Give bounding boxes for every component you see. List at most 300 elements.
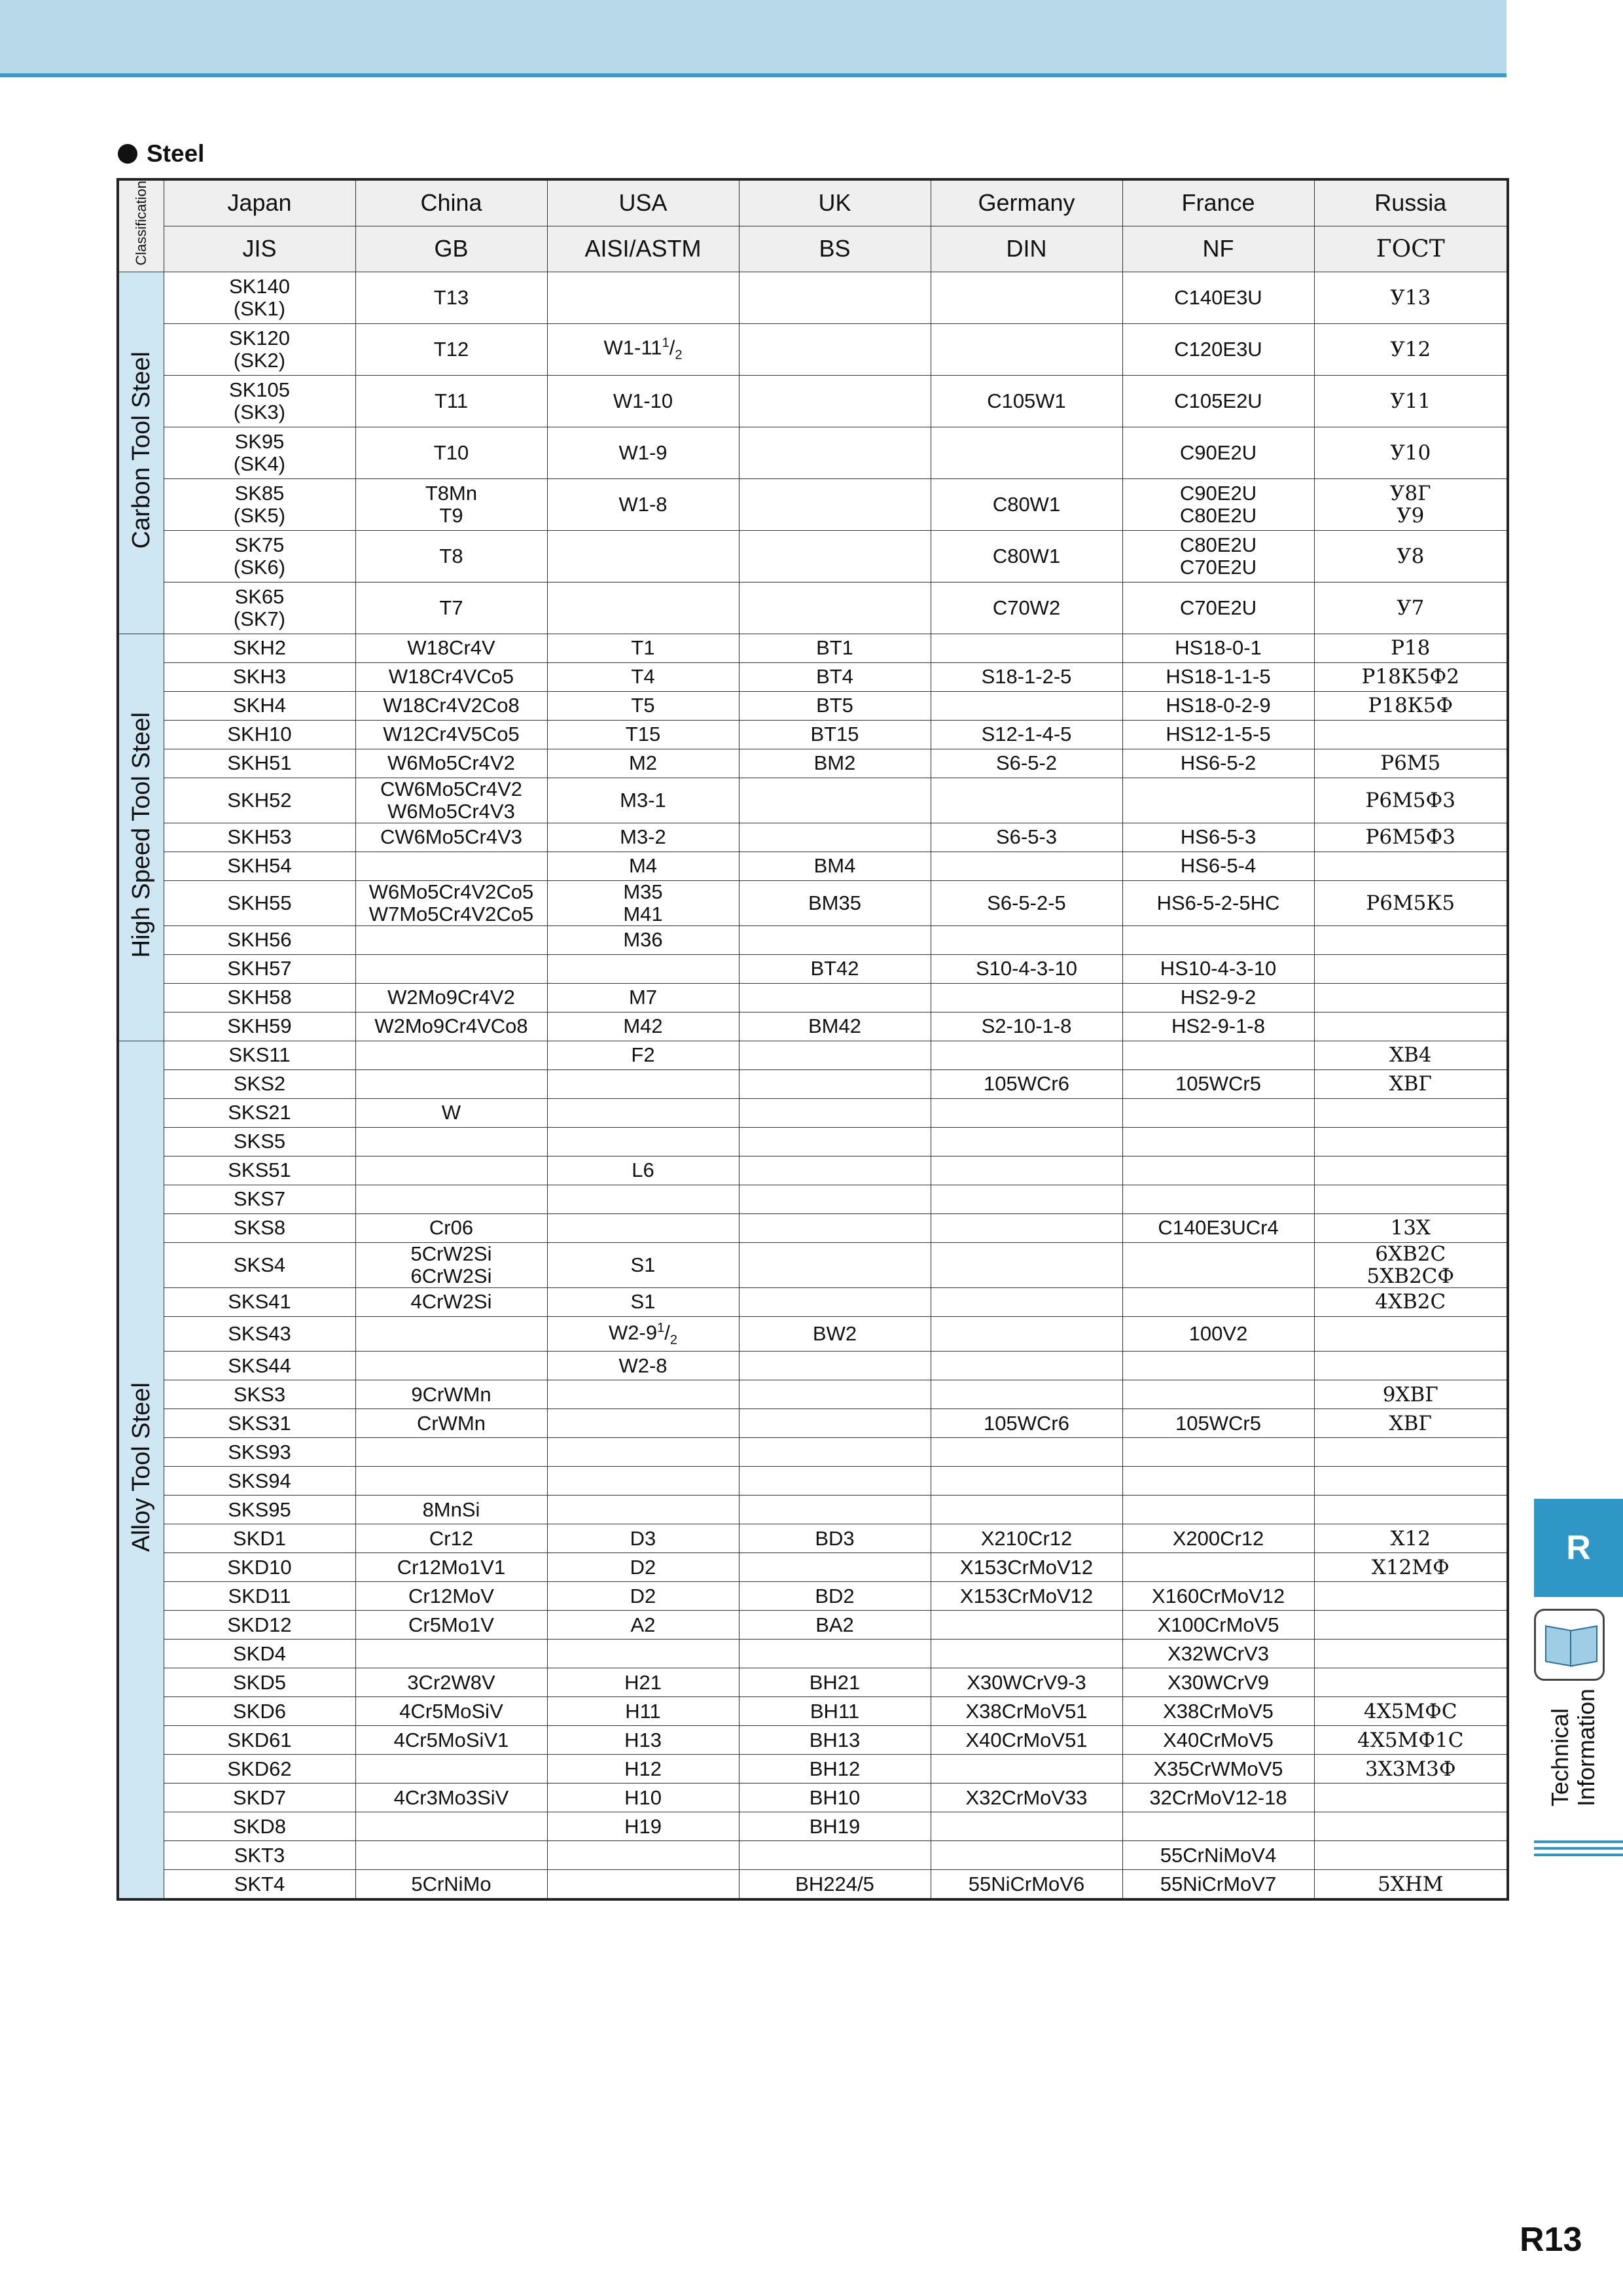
standard-header: ГОСТ (1314, 226, 1508, 272)
standard-header: NF (1122, 226, 1314, 272)
table-cell (164, 1242, 355, 1287)
cell-text: SKH59 (227, 1014, 292, 1038)
table-cell (1122, 778, 1314, 823)
table-cell (1314, 1213, 1508, 1242)
table-cell (931, 983, 1122, 1012)
cell-text: C70E2U (1179, 555, 1257, 579)
table-cell (164, 1755, 355, 1784)
cell-text: SKH55 (227, 891, 292, 914)
table-cell (1122, 1812, 1314, 1841)
table-cell (547, 1784, 739, 1812)
classification-group (118, 272, 164, 634)
cell-text: У10 (1390, 440, 1431, 465)
cell-text: W12Cr4V5Co5 (383, 723, 520, 746)
table-cell (355, 323, 547, 375)
cell-text: SKH53 (227, 825, 292, 849)
table-cell (164, 1524, 355, 1553)
table-cell (547, 1213, 739, 1242)
table-cell (164, 582, 355, 634)
cell-text: X35CrWMoV5 (1153, 1757, 1283, 1780)
table-cell (931, 720, 1122, 749)
cell-text: SKD7 (233, 1785, 286, 1809)
table-cell (1122, 925, 1314, 954)
table-cell (1314, 1380, 1508, 1409)
table-cell (547, 662, 739, 691)
table-cell (355, 852, 547, 880)
table-row (118, 691, 1508, 720)
table-cell (739, 1582, 931, 1611)
table-cell (1314, 1812, 1508, 1841)
cell-text: 6CrW2Si (410, 1264, 492, 1287)
cell-text: M4 (628, 854, 658, 878)
table-cell (355, 983, 547, 1012)
bullet-icon (118, 144, 137, 164)
table-cell (739, 1287, 931, 1316)
classification-group-label: Alloy Tool Steel (127, 1382, 155, 1552)
table-cell (739, 1841, 931, 1870)
cell-text: T5 (631, 694, 655, 717)
table-cell (164, 823, 355, 852)
table-cell (355, 1582, 547, 1611)
table-row (118, 1553, 1508, 1582)
table-cell (355, 1438, 547, 1467)
table-cell (355, 1668, 547, 1697)
cell-text: C70W2 (992, 596, 1061, 619)
table-row (118, 1524, 1508, 1553)
table-row (118, 749, 1508, 778)
cell-text: Х12 (1390, 1526, 1431, 1551)
table-cell (1122, 1496, 1314, 1524)
table-cell (739, 691, 931, 720)
table-cell (1122, 1582, 1314, 1611)
cell-text: F2 (631, 1043, 655, 1067)
table-row (118, 323, 1508, 375)
table-cell (1122, 1697, 1314, 1726)
table-row (118, 1352, 1508, 1380)
cell-text: 100V2 (1188, 1321, 1248, 1345)
classification-group-label: High Speed Tool Steel (127, 711, 155, 958)
cell-text: 6ХВ2С (1375, 1242, 1446, 1266)
table-cell (1314, 1841, 1508, 1870)
table-cell (1314, 1012, 1508, 1041)
table-cell (547, 1697, 739, 1726)
cell-text: 5ХВ2СФ (1366, 1264, 1455, 1288)
table-cell (547, 375, 739, 427)
table-cell (1122, 1553, 1314, 1582)
table-cell (547, 1380, 739, 1409)
cell-text: H21 (624, 1670, 662, 1694)
cell-text: A2 (630, 1613, 656, 1636)
table-cell (355, 691, 547, 720)
table-cell (547, 1841, 739, 1870)
table-cell (1122, 530, 1314, 582)
side-section-label (1538, 1689, 1610, 1820)
table-cell (547, 983, 739, 1012)
cell-text: У13 (1390, 285, 1431, 310)
cell-text: X200Cr12 (1172, 1526, 1264, 1550)
table-cell (355, 1156, 547, 1185)
table-cell (1122, 691, 1314, 720)
table-cell (355, 1812, 547, 1841)
table-cell (931, 1242, 1122, 1287)
table-cell (1314, 1409, 1508, 1438)
table-row (118, 1156, 1508, 1185)
table-cell (1122, 852, 1314, 880)
cell-text: M35 (623, 880, 663, 903)
table-cell (1122, 634, 1314, 662)
cell-text: M42 (623, 1014, 663, 1038)
table-cell (1122, 1156, 1314, 1185)
table-row (118, 880, 1508, 925)
table-cell (739, 1640, 931, 1668)
table-cell (739, 1098, 931, 1127)
cell-text: SK120 (228, 326, 291, 350)
table-row (118, 1380, 1508, 1409)
table-row (118, 1812, 1508, 1841)
standard-header: DIN (931, 226, 1122, 272)
cell-text: M2 (628, 751, 658, 775)
table-cell (739, 1012, 931, 1041)
table-cell (355, 1352, 547, 1380)
table-row (118, 983, 1508, 1012)
cell-text: 5ХНМ (1377, 1872, 1444, 1896)
table-row (118, 1784, 1508, 1812)
table-row (118, 1012, 1508, 1041)
cell-text: C140E3U (1174, 285, 1262, 309)
cell-text: SKS7 (233, 1187, 286, 1211)
cell-text: S10-4-3-10 (975, 957, 1078, 980)
table-cell (1314, 778, 1508, 823)
table-cell (739, 375, 931, 427)
country-header: China (355, 179, 547, 226)
table-row (118, 1755, 1508, 1784)
cell-text: SKD4 (233, 1641, 286, 1665)
table-row (118, 778, 1508, 823)
cell-text: Р18К5Ф2 (1361, 665, 1459, 689)
table-cell (164, 1812, 355, 1841)
table-cell (1314, 1438, 1508, 1467)
cell-text: (SK4) (233, 452, 286, 475)
table-cell (739, 749, 931, 778)
cell-text: W18Cr4VCo5 (388, 665, 514, 689)
cell-text: SKD8 (233, 1814, 286, 1838)
table-cell (1314, 880, 1508, 925)
cell-text: SKS4 (233, 1253, 286, 1276)
table-cell (355, 1870, 547, 1900)
cell-text: Р6М5Ф3 (1365, 825, 1455, 850)
country-header-row (118, 179, 1508, 226)
table-cell (739, 323, 931, 375)
cell-text: 4Cr3Mo3SiV (393, 1785, 509, 1809)
cell-text: $W2-9^1/_2$ (609, 1320, 677, 1348)
table-cell (547, 1582, 739, 1611)
cell-text: Р6М5К5 (1366, 891, 1455, 915)
cell-text: D2 (630, 1555, 656, 1579)
book-icon (1534, 1609, 1605, 1681)
cell-text: W1-9 (618, 440, 668, 464)
table-cell (739, 720, 931, 749)
table-cell (739, 1812, 931, 1841)
table-cell (164, 925, 355, 954)
table-cell (355, 720, 547, 749)
table-cell (164, 1841, 355, 1870)
table-cell (164, 1213, 355, 1242)
table-row (118, 1127, 1508, 1156)
table-cell (739, 778, 931, 823)
table-cell (931, 1127, 1122, 1156)
table-row (118, 1640, 1508, 1668)
table-cell (1122, 582, 1314, 634)
table-cell (1314, 852, 1508, 880)
table-cell (1314, 1668, 1508, 1697)
table-cell (547, 1524, 739, 1553)
table-cell (739, 1496, 931, 1524)
table-cell (1314, 720, 1508, 749)
table-row (118, 634, 1508, 662)
table-cell (1314, 925, 1508, 954)
table-row (118, 823, 1508, 852)
cell-text: SKH4 (233, 694, 286, 717)
section-tab-r[interactable] (1534, 1499, 1623, 1597)
table-cell (547, 823, 739, 852)
table-cell (739, 1611, 931, 1640)
cell-text: D2 (630, 1584, 656, 1607)
cell-text: C70E2U (1179, 596, 1257, 619)
table-cell (164, 1467, 355, 1496)
steel-comparison-table (116, 178, 1509, 1901)
table-cell (547, 1438, 739, 1467)
table-cell (1314, 662, 1508, 691)
cell-text: W2Mo9Cr4VCo8 (374, 1014, 528, 1038)
cell-text: SKS5 (233, 1130, 286, 1153)
cell-text: X100CrMoV5 (1157, 1613, 1279, 1636)
cell-text: Cr12Mo1V1 (397, 1555, 506, 1579)
table-cell (931, 662, 1122, 691)
table-cell (355, 1524, 547, 1553)
table-cell (1314, 634, 1508, 662)
cell-text: H10 (624, 1785, 662, 1809)
table-cell (1314, 1755, 1508, 1784)
cell-text: C80W1 (992, 544, 1061, 567)
table-cell (739, 662, 931, 691)
table-cell (547, 634, 739, 662)
cell-text: SKS43 (228, 1321, 291, 1345)
cell-text: SKS2 (233, 1072, 286, 1096)
cell-text: BM35 (808, 891, 861, 914)
table-row (118, 1841, 1508, 1870)
table-cell (1122, 323, 1314, 375)
table-cell (1314, 1069, 1508, 1098)
table-cell (1314, 1242, 1508, 1287)
table-cell (355, 1611, 547, 1640)
table-cell (1122, 427, 1314, 478)
cell-text: У9 (1397, 503, 1425, 528)
cell-text: W2Mo9Cr4V2 (387, 986, 515, 1009)
table-cell (355, 375, 547, 427)
cell-text: CrWMn (416, 1411, 486, 1435)
cell-text: SKD61 (227, 1728, 292, 1751)
cell-text: M3-1 (620, 788, 666, 812)
cell-text: X153CrMoV12 (959, 1555, 1094, 1579)
table-cell (931, 1697, 1122, 1726)
table-cell (1314, 530, 1508, 582)
cell-text: (SK7) (233, 607, 286, 630)
table-cell (1314, 1611, 1508, 1640)
table-cell (931, 1726, 1122, 1755)
cell-text: 4Х5МФ1С (1357, 1728, 1464, 1752)
table-cell (164, 1098, 355, 1127)
cell-text: CW6Mo5Cr4V2 (380, 778, 523, 800)
table-cell (739, 1697, 931, 1726)
table-cell (164, 749, 355, 778)
table-cell (164, 1287, 355, 1316)
cell-text: SKH2 (233, 636, 286, 660)
table-cell (1314, 272, 1508, 323)
cell-text: SKT3 (234, 1843, 285, 1867)
table-cell (547, 1012, 739, 1041)
table-cell (739, 1668, 931, 1697)
table-cell (1122, 1524, 1314, 1553)
table-cell (1122, 1287, 1314, 1316)
cell-text: BT5 (816, 694, 853, 717)
table-cell (355, 478, 547, 530)
cell-text: W7Mo5Cr4V2Co5 (368, 902, 534, 925)
cell-text: T1 (631, 636, 655, 660)
table-cell (547, 954, 739, 983)
cell-text: ХВ4 (1389, 1043, 1432, 1067)
standard-header: BS (739, 226, 931, 272)
cell-text: S12-1-4-5 (981, 723, 1072, 746)
table-cell (739, 1352, 931, 1380)
cell-text: У7 (1397, 596, 1425, 620)
table-row (118, 1098, 1508, 1127)
table-cell (355, 1069, 547, 1098)
cell-text: SKS95 (228, 1498, 291, 1521)
table-cell (1314, 1316, 1508, 1352)
table-cell (931, 1069, 1122, 1098)
cell-text: BH13 (809, 1728, 861, 1751)
table-cell (1314, 1127, 1508, 1156)
table-cell (931, 272, 1122, 323)
cell-text: 13Х (1390, 1216, 1431, 1240)
cell-text: 5CrW2Si (410, 1242, 492, 1265)
table-cell (931, 1012, 1122, 1041)
table-cell (547, 1287, 739, 1316)
cell-text: $W1-11^1/_2$ (603, 336, 683, 363)
table-cell (164, 1069, 355, 1098)
table-cell (547, 720, 739, 749)
table-cell (547, 1870, 739, 1900)
table-cell (547, 1069, 739, 1098)
table-cell (931, 880, 1122, 925)
table-cell (931, 1409, 1122, 1438)
table-cell (1122, 1041, 1314, 1069)
cell-text: H13 (624, 1728, 662, 1751)
table-cell (355, 1012, 547, 1041)
table-row (118, 1438, 1508, 1467)
cell-text: HS6-5-3 (1180, 825, 1257, 849)
cell-text: S6-5-3 (995, 825, 1058, 849)
table-cell (355, 823, 547, 852)
cell-text: ХВГ (1389, 1072, 1432, 1096)
table-cell (355, 272, 547, 323)
cell-text: BT42 (810, 957, 859, 980)
cell-text: SKH51 (227, 751, 292, 775)
cell-text: SKT4 (234, 1872, 285, 1895)
table-cell (164, 983, 355, 1012)
cell-text: HS18-1-1-5 (1166, 665, 1271, 689)
table-cell (164, 778, 355, 823)
table-cell (1122, 1784, 1314, 1812)
table-cell (1122, 1668, 1314, 1697)
table-cell (355, 662, 547, 691)
cell-text: C80W1 (992, 492, 1061, 516)
table-row (118, 1697, 1508, 1726)
table-cell (1122, 954, 1314, 983)
cell-text: T4 (631, 665, 655, 689)
cell-text: T8Mn (425, 481, 478, 505)
table-cell (547, 1812, 739, 1841)
table-row (118, 478, 1508, 530)
cell-text: M41 (623, 902, 663, 925)
cell-text: BH224/5 (795, 1872, 874, 1895)
table-cell (1314, 954, 1508, 983)
table-cell (355, 1640, 547, 1668)
cell-text: M3-2 (620, 825, 666, 849)
cell-text: BA2 (815, 1613, 854, 1636)
table-cell (547, 1127, 739, 1156)
table-cell (547, 1467, 739, 1496)
table-cell (1122, 272, 1314, 323)
section-title (118, 140, 204, 168)
table-cell (547, 880, 739, 925)
cell-text: W1-10 (613, 389, 673, 412)
table-row (118, 1287, 1508, 1316)
table-cell (164, 1496, 355, 1524)
table-row (118, 1870, 1508, 1900)
side-label-line: Technical (1546, 1708, 1573, 1807)
section-title-text: Steel (147, 140, 205, 167)
table-cell (1314, 1697, 1508, 1726)
cell-text: 3Cr2W8V (407, 1670, 495, 1694)
cell-text: SKD10 (227, 1555, 292, 1579)
table-cell (355, 1098, 547, 1127)
cell-text: D3 (630, 1526, 656, 1550)
cell-text: T10 (433, 440, 469, 464)
table-cell (931, 1287, 1122, 1316)
cell-text: HS12-1-5-5 (1166, 723, 1271, 746)
table-cell (355, 427, 547, 478)
table-cell (355, 1755, 547, 1784)
page-number: R13 (1520, 2221, 1582, 2259)
table-cell (355, 1726, 547, 1755)
table-cell (1314, 1156, 1508, 1185)
table-cell (739, 634, 931, 662)
table-cell (164, 1012, 355, 1041)
table-cell (739, 1524, 931, 1553)
table-cell (739, 1316, 931, 1352)
cell-text: HS18-0-2-9 (1166, 694, 1271, 717)
table-cell (739, 1242, 931, 1287)
cell-text: W1-8 (618, 492, 668, 516)
cell-text: C80E2U (1179, 503, 1257, 527)
table-cell (547, 1041, 739, 1069)
table-cell (1122, 1316, 1314, 1352)
cell-text: ХВГ (1389, 1411, 1432, 1435)
cell-text: У11 (1390, 389, 1431, 413)
table-cell (164, 691, 355, 720)
table-cell (164, 1127, 355, 1156)
